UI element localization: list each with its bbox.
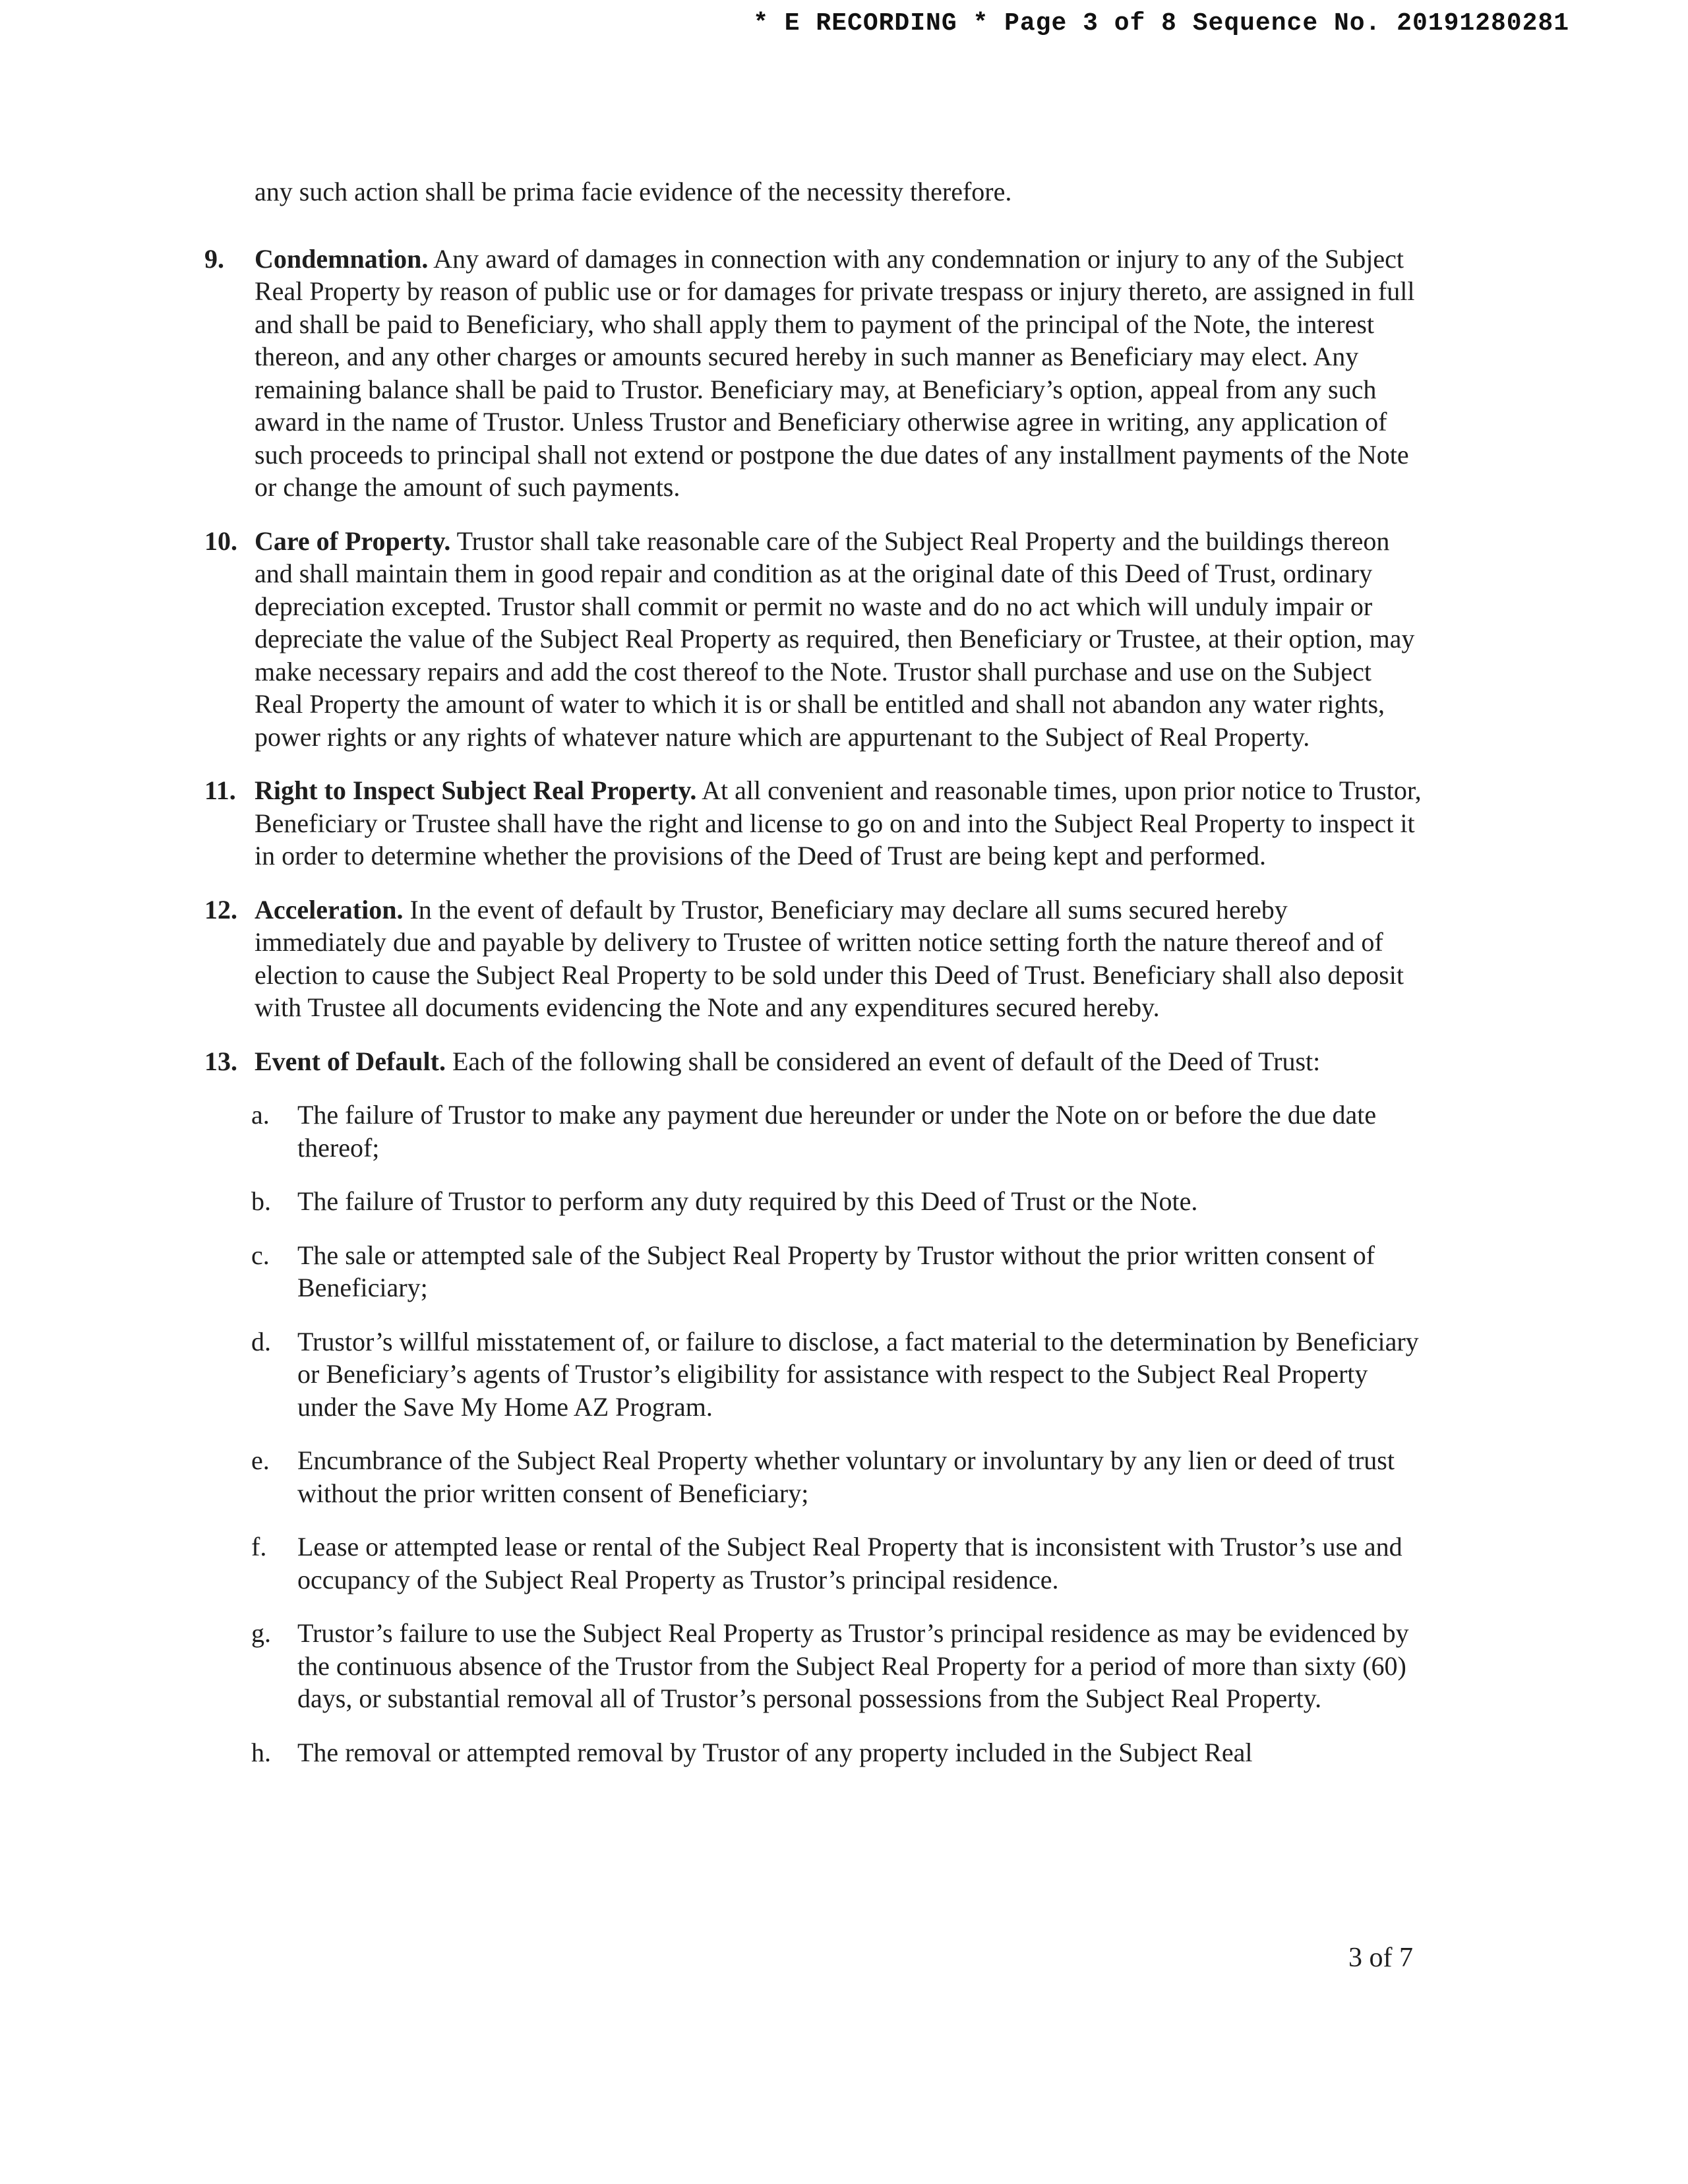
list-item-letter: h. bbox=[251, 1737, 271, 1767]
list-item-text: The removal or attempted removal by Trustor of any property included in the Subject Real bbox=[297, 1737, 1253, 1767]
list-item-text: Encumbrance of the Subject Real Property whether voluntary or involuntary by any lien or deed of trust without the prior written consent of Beneficiary; bbox=[297, 1445, 1395, 1508]
page-number: 3 of 7 bbox=[1348, 1943, 1413, 1973]
list-item-text: Trustor’s willful misstatement of, or failure to disclose, a fact material to the determination by Beneficiary or Beneficiary’s agents of Trustor’s eligibility for assistance with respect to the Subject Real Property under the Save My Home AZ Program. bbox=[297, 1326, 1419, 1422]
list-item-text: The sale or attempted sale of the Subject Real Property by Trustor without the prior written consent of Beneficiary; bbox=[297, 1240, 1375, 1302]
section-content bbox=[255, 1045, 1424, 1078]
section-event-of-default bbox=[204, 1045, 1424, 1078]
section-number: 13. bbox=[204, 1046, 237, 1076]
list-item-letter: b. bbox=[251, 1186, 271, 1216]
list-item bbox=[251, 1185, 1424, 1218]
section-text: In the event of default by Trustor, Beneficiary may declare all sums secured hereby immediately due and payable by delivery to Trustee of written notice setting forth the nature thereof and of election to cause the Subject Real Property to be sold under this Deed of Trust. Beneficiary shall also deposit with Trustee all documents evidencing the Note and any expenditures secured hereby. bbox=[255, 894, 1404, 1022]
section-care-of-property bbox=[204, 525, 1424, 754]
section-content bbox=[255, 774, 1424, 872]
list-item bbox=[251, 1325, 1424, 1424]
section-title: Care of Property. bbox=[255, 526, 451, 556]
section-number: 11. bbox=[204, 775, 236, 805]
section-number: 10. bbox=[204, 526, 237, 556]
section-text: Any award of damages in connection with any condemnation or injury to any of the Subject Real Property by reason of public use or for damages for private trespass or injury thereto, are assigned in full and shall be paid to Beneficiary, who shall apply them to payment of the principal of the Note, the interest thereon, and any other charges or amounts secured hereby in such manner as Beneficiary may elect. Any remaining balance shall be paid to Trustor. Beneficiary may, at Beneficiary’s option, appeal from any such award in the name of Trustor. Unless Trustor and Beneficiary otherwise agree in writing, any application of such proceeds to principal shall not extend or postpone the due dates of any installment payments of the Note or change the amount of such payments. bbox=[255, 243, 1415, 502]
section-text: At all convenient and reasonable times, upon prior notice to Trustor, Beneficiary or Trustee shall have the right and license to go on and into the Subject Real Property to inspect it in order to determine whether the provisions of the Deed of Trust are being kept and performed. bbox=[255, 775, 1422, 870]
list-item bbox=[251, 1736, 1424, 1769]
section-right-to-inspect bbox=[204, 774, 1424, 872]
default-events-list bbox=[204, 1099, 1424, 1769]
continued-paragraph: any such action shall be prima facie evidence of the necessity therefore. bbox=[255, 177, 1012, 206]
section-text: Each of the following shall be considered an event of default of the Deed of Trust: bbox=[445, 1046, 1321, 1076]
section-condemnation bbox=[204, 243, 1424, 504]
section-title: Condemnation. bbox=[255, 243, 429, 274]
list-item-letter: c. bbox=[251, 1240, 270, 1270]
list-item-text: Lease or attempted lease or rental of the Subject Real Property that is inconsistent with Trustor’s use and occupancy of the Subject Real Property as Trustor’s principal residence. bbox=[297, 1532, 1402, 1594]
list-item bbox=[251, 1617, 1424, 1715]
list-item-text: The failure of Trustor to perform any duty required by this Deed of Trust or the Note. bbox=[297, 1186, 1198, 1216]
section-number: 12. bbox=[204, 894, 237, 925]
list-item-letter: d. bbox=[251, 1326, 271, 1356]
document-body bbox=[204, 175, 1424, 1790]
section-acceleration bbox=[204, 894, 1424, 1024]
section-content bbox=[255, 525, 1424, 754]
list-item-text: The failure of Trustor to make any payment due hereunder or under the Note on or before the due date thereof; bbox=[297, 1100, 1377, 1163]
section-content bbox=[255, 243, 1424, 504]
section-title: Event of Default. bbox=[255, 1046, 446, 1076]
list-item-letter: g. bbox=[251, 1618, 271, 1648]
section-text: Trustor shall take reasonable care of the Subject Real Property and the buildings thereon and shall maintain them in good repair and condition as at the original date of this Deed of Trust, ordinary depreciation excepted. Trustor shall commit or permit no waste and do no act which will unduly impair or depreciate the value of the Subject Real Property as required, then Beneficiary or Trustee, at their option, may make necessary repairs and add the cost thereof to the Note. Trustor shall purchase and use on the Subject Real Property the amount of water to which it is or shall be entitled and shall not abandon any water rights, power rights or any rights of whatever nature which are appurtenant to the Subject of Real Property. bbox=[255, 526, 1415, 752]
recording-header: * E RECORDING * Page 3 of 8 Sequence No. 20191280281 bbox=[753, 9, 1569, 38]
list-item-letter: e. bbox=[251, 1445, 270, 1475]
section-title: Right to Inspect Subject Real Property. bbox=[255, 775, 697, 805]
list-item-text: Trustor’s failure to use the Subject Real Property as Trustor’s principal residence as may be evidenced by the continuous absence of the Trustor from the Subject Real Property for a period of more than sixty (60) days, or substantial removal all of Trustor’s personal possessions from the Subject Real Property. bbox=[297, 1618, 1409, 1713]
section-number: 9. bbox=[204, 243, 224, 274]
list-item-letter: f. bbox=[251, 1532, 267, 1562]
list-item-letter: a. bbox=[251, 1100, 270, 1130]
section-title: Acceleration. bbox=[255, 894, 404, 925]
list-item bbox=[251, 1099, 1424, 1164]
section-content bbox=[255, 894, 1424, 1024]
list-item bbox=[251, 1444, 1424, 1509]
list-item bbox=[251, 1239, 1424, 1304]
list-item bbox=[251, 1531, 1424, 1596]
